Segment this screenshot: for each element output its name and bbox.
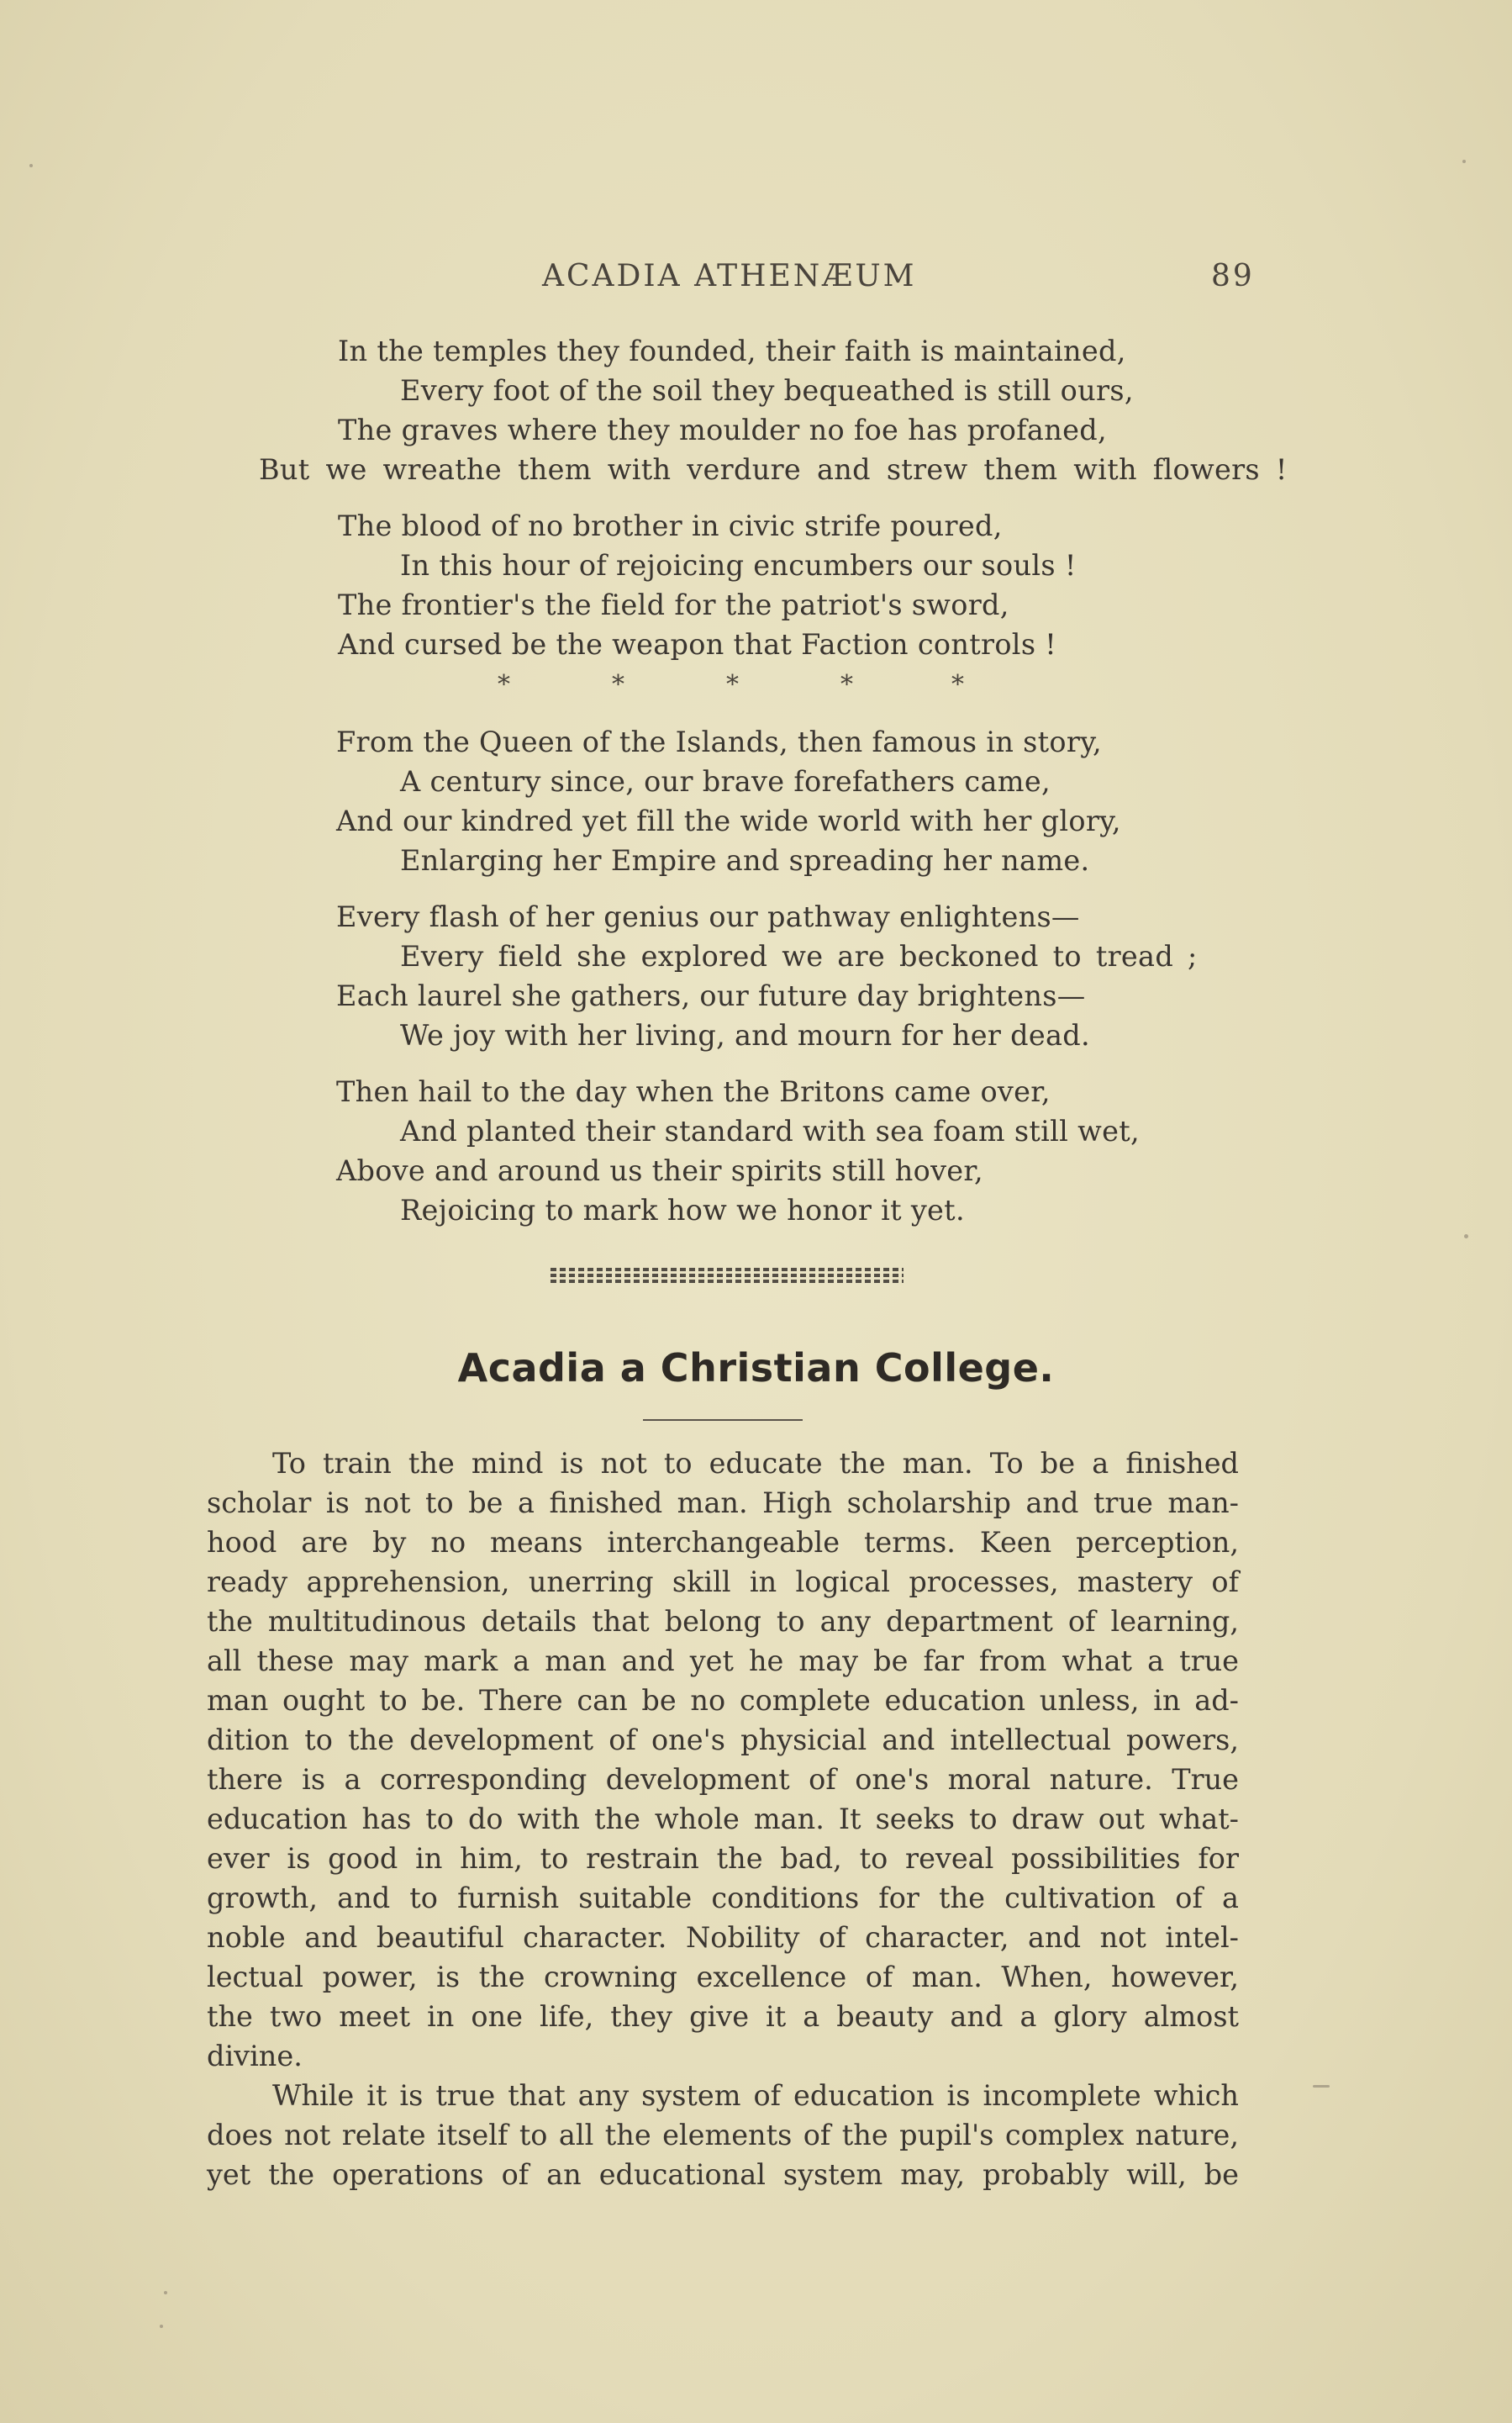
title-underline-rule (643, 1419, 803, 1421)
body-line: does not relate itself to all the elements of the pupil's complex nature, (207, 2119, 1239, 2151)
poem-line: Every field she explored we are beckoned to tread ; (400, 940, 1198, 973)
separator-star: * (726, 670, 739, 699)
page-number: 89 (1211, 259, 1255, 293)
journal-title: ACADIA ATHENÆUM (542, 259, 917, 293)
poem-line: Each laurel she gathers, our future day brightens— (336, 979, 1086, 1012)
body-line: scholar is not to be a finished man. High scholarship and true man- (207, 1486, 1239, 1519)
body-line: growth, and to furnish suitable conditions for the cultivation of a (207, 1882, 1239, 1914)
paper-speck (29, 164, 33, 167)
poem-line: And planted their standard with sea foam still wet, (400, 1115, 1140, 1148)
poem-line: The frontier's the field for the patriot's sword, (338, 589, 1009, 621)
paper-speck (164, 2291, 167, 2294)
body-line: man ought to be. There can be no complete education unless, in ad- (207, 1684, 1239, 1717)
poem-line: We joy with her living, and mourn for her dead. (400, 1019, 1090, 1052)
poem-line: The graves where they moulder no foe has profaned, (338, 414, 1107, 446)
poem-line: From the Queen of the Islands, then famous in story, (336, 726, 1102, 758)
decorative-ornament-divider (551, 1268, 904, 1283)
paper-speck (1464, 1234, 1468, 1238)
paper-speck (160, 2325, 163, 2328)
running-header (0, 259, 1512, 301)
poem-line: The blood of no brother in civic strife poured, (338, 509, 1003, 542)
body-line: the multitudinous details that belong to any department of learning, (207, 1605, 1239, 1638)
body-line: lectual power, is the crowning excellence of man. When, however, (207, 1961, 1239, 1993)
body-line: ready apprehension, unerring skill in logical processes, mastery of (207, 1565, 1239, 1598)
poem-line: Above and around us their spirits still hover, (336, 1154, 984, 1187)
separator-star: * (951, 670, 964, 699)
body-line: To train the mind is not to educate the man. To be a finished (272, 1447, 1239, 1480)
stanza-separator (0, 670, 1512, 704)
body-line: there is a corresponding development of one's moral nature. True (207, 1763, 1239, 1796)
body-line: ever is good in him, to restrain the bad, to reveal possibilities for (207, 1842, 1239, 1875)
poem-line: But we wreathe them with verdure and strew them with flowers ! (259, 453, 1288, 486)
body-line: yet the operations of an educational system may, probably will, be (207, 2158, 1239, 2191)
body-line: noble and beautiful character. Nobility of character, and not intel- (207, 1921, 1239, 1954)
article-title: Acadia a Christian College. (457, 1345, 1055, 1391)
body-line: hood are by no means interchangeable terms. Keen perception, (207, 1526, 1239, 1559)
separator-star: * (612, 670, 624, 699)
poem-line: In the temples they founded, their faith is maintained, (338, 335, 1126, 367)
poem-line: A century since, our brave forefathers came, (400, 765, 1051, 798)
poem-line: Rejoicing to mark how we honor it yet. (400, 1194, 965, 1227)
body-line: dition to the development of one's physicial and intellectual powers, (207, 1724, 1239, 1756)
poem-line: And cursed be the weapon that Faction controls ! (338, 628, 1057, 661)
paper-speck (1462, 160, 1466, 163)
poem-line: Every foot of the soil they bequeathed is still ours, (400, 374, 1134, 407)
body-line: all these may mark a man and yet he may be far from what a true (207, 1644, 1239, 1677)
poem-line: In this hour of rejoicing encumbers our souls ! (400, 549, 1077, 582)
poem-line: Every flash of her genius our pathway enlightens— (336, 900, 1080, 933)
body-line: divine. (207, 2040, 303, 2072)
separator-star: * (840, 670, 853, 699)
poem-line: And our kindred yet fill the wide world with her glory, (336, 805, 1121, 837)
paper-speck (1313, 2085, 1330, 2088)
poem-line: Then hail to the day when the Britons came over, (336, 1075, 1051, 1108)
body-line: While it is true that any system of education is incomplete which (272, 2079, 1239, 2112)
body-line: education has to do with the whole man. It seeks to draw out what- (207, 1803, 1239, 1835)
body-line: the two meet in one life, they give it a beauty and a glory almost (207, 2000, 1239, 2033)
poem-line: Enlarging her Empire and spreading her name. (400, 844, 1090, 877)
separator-star: * (498, 670, 510, 699)
